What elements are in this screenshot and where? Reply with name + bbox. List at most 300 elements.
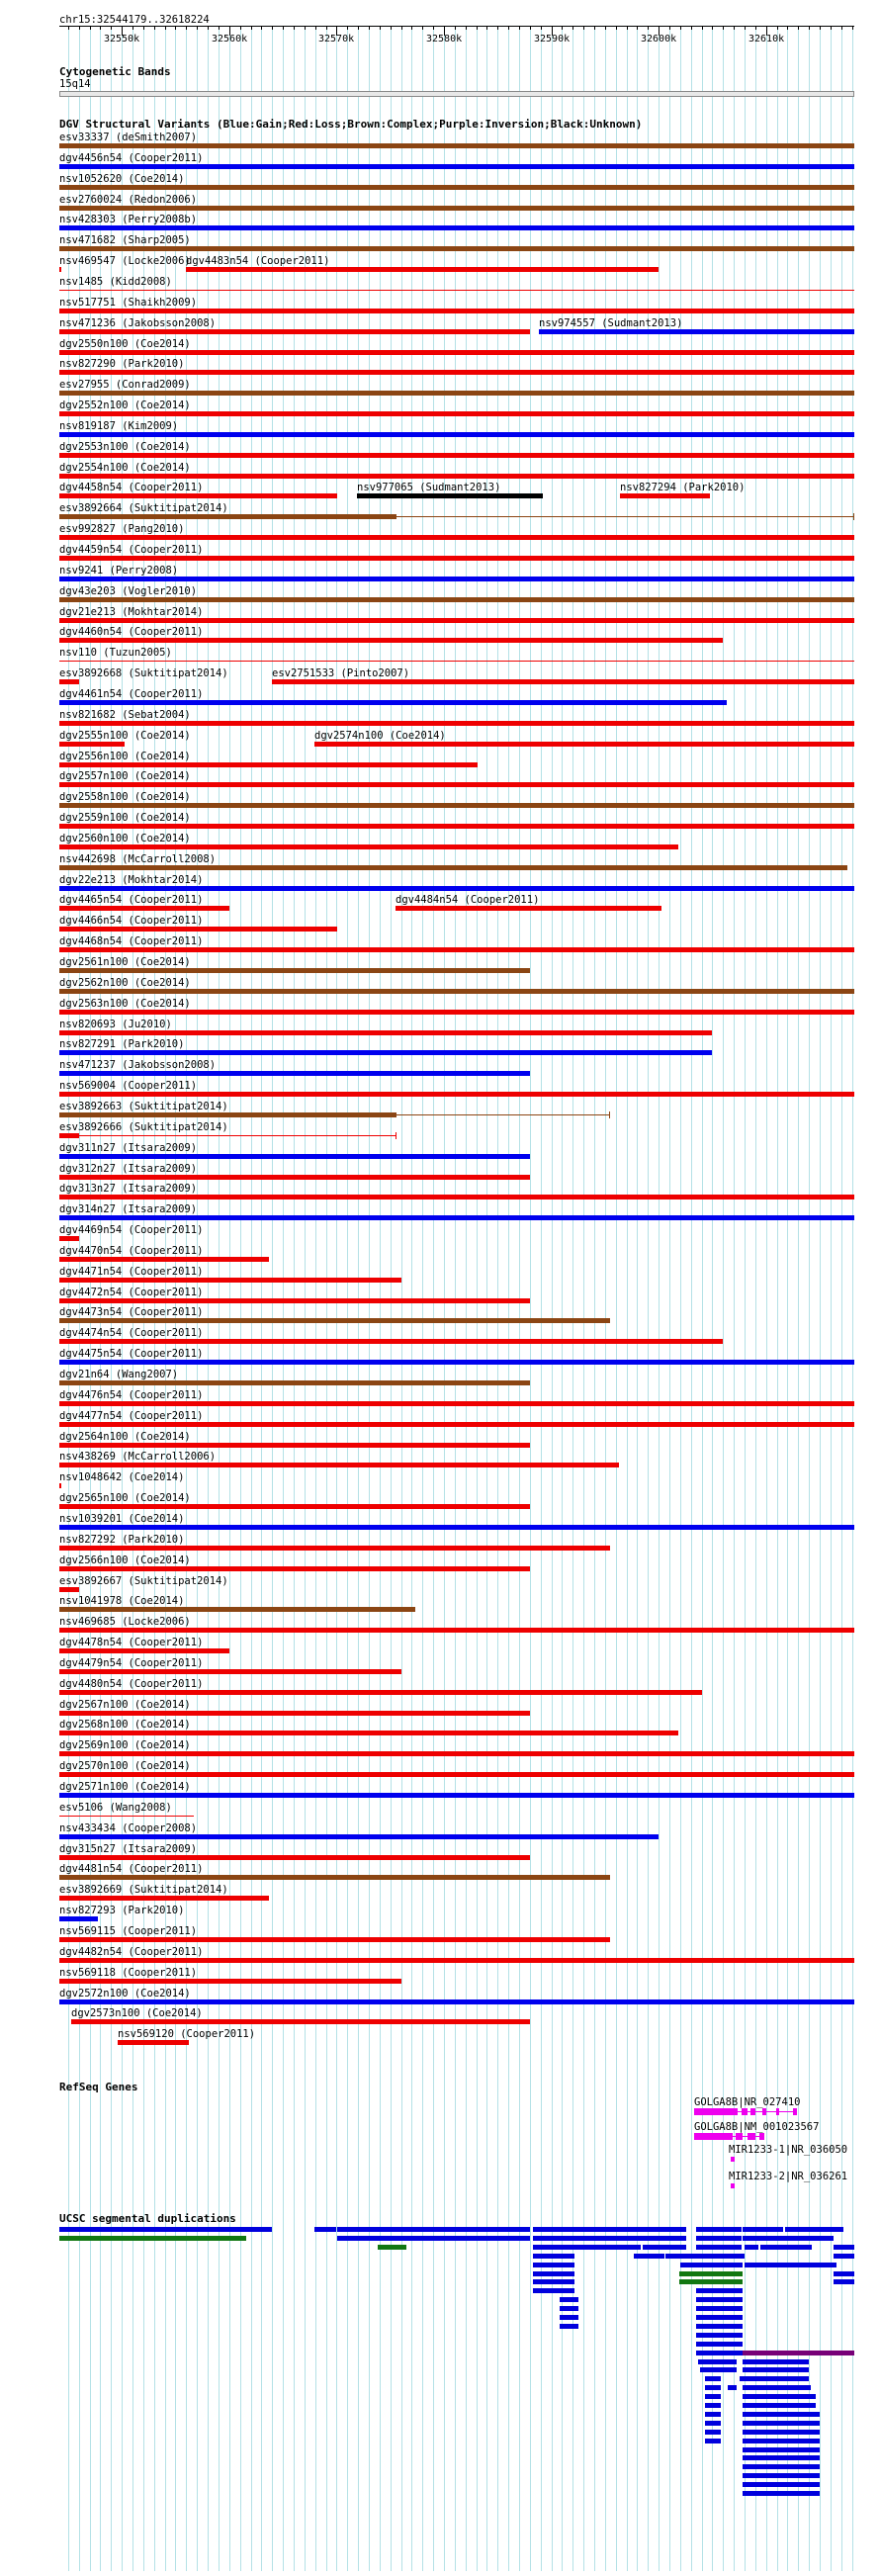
variant-bar[interactable] bbox=[59, 1566, 530, 1571]
variant-label[interactable]: dgv43e203 (Vogler2010) bbox=[59, 584, 198, 597]
segdup-block[interactable] bbox=[679, 2279, 743, 2284]
segdup-block[interactable] bbox=[696, 2342, 743, 2347]
segdup-block[interactable] bbox=[705, 2421, 721, 2426]
segdup-block[interactable] bbox=[533, 2263, 574, 2267]
variant-label[interactable]: dgv2570n100 (Coe2014) bbox=[59, 1760, 191, 1773]
variant-label[interactable]: nsv569120 (Cooper2011) bbox=[118, 2028, 256, 2041]
variant-label[interactable]: nsv977065 (Sudmant2013) bbox=[357, 482, 501, 494]
variant-bar[interactable] bbox=[59, 618, 854, 623]
variant-label[interactable]: dgv2558n100 (Coe2014) bbox=[59, 791, 191, 804]
segdup-block[interactable] bbox=[665, 2254, 745, 2259]
segdup-block[interactable] bbox=[743, 2421, 820, 2426]
segdup-block[interactable] bbox=[560, 2297, 577, 2302]
variant-bar[interactable] bbox=[59, 1133, 79, 1138]
segdup-block[interactable] bbox=[743, 2447, 820, 2452]
variant-bar[interactable] bbox=[59, 1483, 61, 1488]
gene-label[interactable]: GOLGA8B|NR_027410 bbox=[694, 2096, 801, 2108]
variant-label[interactable]: dgv2550n100 (Coe2014) bbox=[59, 337, 191, 350]
variant-label[interactable]: esv3892663 (Suktitipat2014) bbox=[59, 1100, 228, 1112]
segdup-block[interactable] bbox=[705, 2385, 721, 2390]
variant-bar[interactable] bbox=[59, 143, 854, 148]
variant-bar[interactable] bbox=[59, 1628, 854, 1633]
variant-label[interactable]: nsv827294 (Park2010) bbox=[620, 482, 746, 494]
variant-bar[interactable] bbox=[59, 1360, 854, 1365]
variant-label[interactable]: dgv4468n54 (Cooper2011) bbox=[59, 935, 204, 948]
variant-label[interactable]: nsv821682 (Sebat2004) bbox=[59, 708, 191, 721]
variant-label[interactable]: dgv4458n54 (Cooper2011) bbox=[59, 482, 204, 494]
variant-label[interactable]: nsv1039201 (Coe2014) bbox=[59, 1512, 185, 1525]
variant-label[interactable]: nsv827291 (Park2010) bbox=[59, 1038, 185, 1051]
variant-bar[interactable] bbox=[59, 1607, 415, 1612]
variant-label[interactable]: esv2751533 (Pinto2007) bbox=[272, 667, 410, 680]
segdup-block[interactable] bbox=[743, 2236, 834, 2241]
segdup-block[interactable] bbox=[740, 2376, 810, 2381]
variant-bar[interactable] bbox=[59, 1443, 530, 1448]
segdup-block[interactable] bbox=[643, 2245, 687, 2250]
variant-label[interactable]: dgv4474n54 (Cooper2011) bbox=[59, 1327, 204, 1340]
segdup-block[interactable] bbox=[743, 2439, 820, 2443]
gene-exon[interactable] bbox=[750, 2108, 755, 2115]
variant-bar[interactable] bbox=[59, 1816, 194, 1817]
variant-bar[interactable] bbox=[59, 1979, 401, 1984]
ruler-minor-tick bbox=[401, 26, 402, 30]
segdup-block[interactable] bbox=[705, 2403, 721, 2408]
variant-bar[interactable] bbox=[59, 762, 478, 767]
variant-label[interactable]: dgv2557n100 (Coe2014) bbox=[59, 770, 191, 783]
variant-label[interactable]: dgv2567n100 (Coe2014) bbox=[59, 1698, 191, 1711]
variant-label[interactable]: nsv569115 (Cooper2011) bbox=[59, 1924, 198, 1937]
variant-bar[interactable] bbox=[59, 1772, 854, 1777]
gene-exon[interactable] bbox=[762, 2108, 766, 2115]
segdup-block[interactable] bbox=[705, 2430, 721, 2435]
segdup-block[interactable] bbox=[533, 2254, 574, 2259]
variant-label[interactable]: nsv1052620 (Coe2014) bbox=[59, 172, 185, 185]
variant-bar[interactable] bbox=[59, 1793, 854, 1798]
variant-bar[interactable] bbox=[59, 1092, 854, 1097]
variant-bar[interactable] bbox=[59, 782, 854, 787]
segdup-block[interactable] bbox=[785, 2227, 843, 2232]
variant-label[interactable]: dgv313n27 (Itsara2009) bbox=[59, 1183, 198, 1196]
segdup-block[interactable] bbox=[743, 2473, 820, 2478]
segdup-block[interactable] bbox=[634, 2254, 663, 2259]
variant-label[interactable]: nsv569118 (Cooper2011) bbox=[59, 1966, 198, 1979]
variant-extent-line[interactable] bbox=[396, 516, 854, 517]
variant-bar[interactable] bbox=[59, 1669, 401, 1674]
variant-bar[interactable] bbox=[59, 453, 854, 458]
variant-bar[interactable] bbox=[59, 164, 854, 169]
variant-label[interactable]: nsv819187 (Kim2009) bbox=[59, 419, 179, 432]
variant-label[interactable]: nsv471682 (Sharp2005) bbox=[59, 234, 191, 247]
variant-bar[interactable] bbox=[59, 185, 854, 190]
variant-label[interactable]: nsv827290 (Park2010) bbox=[59, 358, 185, 371]
variant-bar[interactable] bbox=[59, 1195, 854, 1199]
segdup-block[interactable] bbox=[696, 2245, 742, 2250]
variant-label[interactable]: dgv2560n100 (Coe2014) bbox=[59, 832, 191, 844]
segdup-block[interactable] bbox=[698, 2359, 737, 2364]
variant-bar[interactable] bbox=[59, 1318, 610, 1323]
variant-bar[interactable] bbox=[59, 206, 854, 211]
segdup-block[interactable] bbox=[679, 2271, 743, 2276]
variant-label[interactable]: nsv469685 (Locke2006) bbox=[59, 1616, 191, 1629]
variant-bar[interactable] bbox=[59, 267, 61, 272]
segdup-block[interactable] bbox=[834, 2254, 854, 2259]
segdup-block[interactable] bbox=[705, 2376, 721, 2381]
variant-label[interactable]: nsv438269 (McCarroll2006) bbox=[59, 1451, 217, 1464]
segdup-block[interactable] bbox=[337, 2227, 529, 2232]
variant-label[interactable]: nsv471237 (Jakobsson2008) bbox=[59, 1059, 217, 1072]
variant-bar[interactable] bbox=[59, 824, 854, 829]
cytoband-ideogram[interactable] bbox=[59, 91, 854, 97]
variant-label[interactable]: esv27955 (Conrad2009) bbox=[59, 379, 191, 392]
variant-label[interactable]: dgv4456n54 (Cooper2011) bbox=[59, 151, 204, 164]
segdup-block[interactable] bbox=[743, 2359, 809, 2364]
variant-label[interactable]: dgv4479n54 (Cooper2011) bbox=[59, 1656, 204, 1669]
variant-label[interactable]: esv3892667 (Suktitipat2014) bbox=[59, 1574, 228, 1587]
variant-label[interactable]: nsv442698 (McCarroll2008) bbox=[59, 852, 217, 865]
segdup-block[interactable] bbox=[560, 2324, 577, 2329]
variant-bar[interactable] bbox=[59, 432, 854, 437]
variant-label[interactable]: dgv314n27 (Itsara2009) bbox=[59, 1203, 198, 1216]
variant-bar[interactable] bbox=[59, 906, 229, 911]
variant-bar[interactable] bbox=[59, 1896, 269, 1901]
segdup-block[interactable] bbox=[696, 2297, 743, 2302]
variant-bar[interactable] bbox=[59, 1010, 854, 1015]
segdup-block[interactable] bbox=[533, 2271, 574, 2276]
variant-bar[interactable] bbox=[59, 803, 854, 808]
segdup-block[interactable] bbox=[700, 2367, 737, 2372]
segdup-block[interactable] bbox=[743, 2412, 820, 2417]
variant-bar[interactable] bbox=[59, 309, 854, 313]
variant-bar[interactable] bbox=[59, 1401, 854, 1406]
variant-extent-line[interactable] bbox=[396, 1114, 610, 1115]
variant-label[interactable]: dgv4476n54 (Cooper2011) bbox=[59, 1388, 204, 1401]
gene-exon[interactable] bbox=[742, 2108, 748, 2115]
segdup-block[interactable] bbox=[743, 2385, 811, 2390]
segdup-block[interactable] bbox=[696, 2306, 743, 2311]
variant-bar[interactable] bbox=[59, 1422, 854, 1427]
variant-label[interactable]: dgv4482n54 (Cooper2011) bbox=[59, 1945, 204, 1958]
segdup-block[interactable] bbox=[314, 2227, 337, 2232]
segdup-block[interactable] bbox=[743, 2430, 820, 2435]
segdup-block[interactable] bbox=[696, 2236, 742, 2241]
variant-label[interactable]: dgv4470n54 (Cooper2011) bbox=[59, 1244, 204, 1257]
variant-bar[interactable] bbox=[59, 493, 337, 498]
variant-bar[interactable] bbox=[59, 1937, 610, 1942]
segdup-block[interactable] bbox=[743, 2464, 820, 2469]
variant-bar[interactable] bbox=[59, 1504, 530, 1509]
variant-bar[interactable] bbox=[59, 1731, 678, 1735]
variant-bar[interactable] bbox=[396, 906, 661, 911]
variant-bar[interactable] bbox=[59, 1999, 854, 2004]
variant-bar[interactable] bbox=[59, 1690, 702, 1695]
variant-label[interactable]: nsv827292 (Park2010) bbox=[59, 1533, 185, 1546]
variant-label[interactable]: dgv2568n100 (Coe2014) bbox=[59, 1719, 191, 1732]
variant-bar[interactable] bbox=[59, 329, 530, 334]
variant-label[interactable]: nsv974557 (Sudmant2013) bbox=[539, 316, 683, 329]
segdup-block[interactable] bbox=[696, 2315, 743, 2320]
variant-label[interactable]: dgv4466n54 (Cooper2011) bbox=[59, 915, 204, 928]
variant-bar[interactable] bbox=[59, 1855, 530, 1860]
variant-bar[interactable] bbox=[59, 886, 854, 891]
variant-label[interactable]: esv992827 (Pang2010) bbox=[59, 523, 185, 536]
segdup-block[interactable] bbox=[743, 2455, 820, 2460]
segdup-block[interactable] bbox=[560, 2315, 577, 2320]
variant-bar[interactable] bbox=[59, 1030, 712, 1035]
variant-bar[interactable] bbox=[59, 1112, 396, 1117]
variant-label[interactable]: nsv9241 (Perry2008) bbox=[59, 564, 179, 577]
variant-label[interactable]: dgv2555n100 (Coe2014) bbox=[59, 729, 191, 742]
gene-label[interactable]: MIR1233-1|NR_036050 bbox=[729, 2144, 848, 2156]
variant-bar[interactable] bbox=[59, 1278, 401, 1283]
variant-label[interactable]: dgv2571n100 (Coe2014) bbox=[59, 1781, 191, 1793]
segdup-block[interactable] bbox=[743, 2227, 783, 2232]
variant-label[interactable]: dgv21e213 (Mokhtar2014) bbox=[59, 605, 204, 618]
segdup-block[interactable] bbox=[59, 2236, 246, 2241]
variant-label[interactable]: esv5106 (Wang2008) bbox=[59, 1801, 172, 1814]
variant-label[interactable]: dgv4484n54 (Cooper2011) bbox=[396, 894, 540, 907]
segdup-block[interactable] bbox=[743, 2394, 816, 2399]
gene-exon[interactable] bbox=[694, 2133, 733, 2140]
variant-bar[interactable] bbox=[59, 638, 723, 643]
variant-label[interactable]: nsv517751 (Shaikh2009) bbox=[59, 296, 198, 309]
variant-bar[interactable] bbox=[59, 1875, 610, 1880]
variant-bar[interactable] bbox=[59, 1175, 530, 1180]
variant-bar[interactable] bbox=[59, 1546, 610, 1551]
variant-label[interactable]: dgv4480n54 (Cooper2011) bbox=[59, 1677, 204, 1690]
variant-label[interactable]: dgv2565n100 (Coe2014) bbox=[59, 1492, 191, 1505]
segdup-block[interactable] bbox=[378, 2245, 406, 2250]
variant-bar[interactable] bbox=[59, 225, 854, 230]
segdup-block[interactable] bbox=[533, 2236, 686, 2241]
variant-label[interactable]: dgv2566n100 (Coe2014) bbox=[59, 1554, 191, 1566]
variant-bar[interactable] bbox=[59, 742, 125, 747]
variant-label[interactable]: dgv2574n100 (Coe2014) bbox=[314, 729, 446, 742]
variant-label[interactable]: dgv4473n54 (Cooper2011) bbox=[59, 1306, 204, 1319]
variant-bar[interactable] bbox=[59, 370, 854, 375]
segdup-block[interactable] bbox=[728, 2385, 738, 2390]
variant-bar[interactable] bbox=[59, 1298, 530, 1303]
variant-bar[interactable] bbox=[59, 721, 854, 726]
variant-bar[interactable] bbox=[314, 742, 854, 747]
gene-exon[interactable] bbox=[748, 2133, 755, 2140]
variant-label[interactable]: dgv311n27 (Itsara2009) bbox=[59, 1141, 198, 1154]
variant-bar[interactable] bbox=[59, 1711, 530, 1716]
segdup-block[interactable] bbox=[680, 2263, 743, 2267]
variant-label[interactable]: nsv471236 (Jakobsson2008) bbox=[59, 316, 217, 329]
segdup-block[interactable] bbox=[834, 2245, 854, 2250]
segdup-block[interactable] bbox=[696, 2333, 743, 2338]
ruler-minor-tick bbox=[734, 26, 735, 30]
variant-label[interactable]: dgv2559n100 (Coe2014) bbox=[59, 812, 191, 825]
variant-bar[interactable] bbox=[59, 1648, 229, 1653]
variant-bar[interactable] bbox=[272, 679, 854, 684]
variant-label[interactable]: nsv1485 (Kidd2008) bbox=[59, 275, 172, 288]
variant-label[interactable]: nsv469547 (Locke2006) bbox=[59, 255, 191, 268]
variant-label[interactable]: dgv4459n54 (Cooper2011) bbox=[59, 544, 204, 556]
gene-label[interactable]: GOLGA8B|NM_001023567 bbox=[694, 2121, 820, 2133]
variant-label[interactable]: dgv315n27 (Itsara2009) bbox=[59, 1842, 198, 1855]
variant-bar[interactable] bbox=[59, 700, 727, 705]
variant-label[interactable]: nsv428303 (Perry2008b) bbox=[59, 214, 198, 226]
refseq-track-title[interactable]: RefSeq Genes bbox=[59, 2081, 138, 2093]
variant-bar[interactable] bbox=[59, 597, 854, 602]
variant-label[interactable]: dgv4465n54 (Cooper2011) bbox=[59, 894, 204, 907]
variant-bar[interactable] bbox=[59, 1339, 723, 1344]
variant-label[interactable]: nsv1048642 (Coe2014) bbox=[59, 1471, 185, 1484]
gene-exon[interactable] bbox=[759, 2133, 764, 2140]
variant-bar[interactable] bbox=[59, 1958, 854, 1963]
variant-bar[interactable] bbox=[71, 2019, 530, 2024]
variant-bar[interactable] bbox=[59, 1380, 530, 1385]
segdup-block[interactable] bbox=[533, 2279, 574, 2284]
variant-label[interactable]: dgv4461n54 (Cooper2011) bbox=[59, 687, 204, 700]
segdup-block[interactable] bbox=[745, 2245, 758, 2250]
variant-bar[interactable] bbox=[59, 989, 854, 994]
variant-label[interactable]: dgv4475n54 (Cooper2011) bbox=[59, 1348, 204, 1361]
gene-exon[interactable] bbox=[793, 2108, 797, 2115]
segdup-block[interactable] bbox=[533, 2245, 641, 2250]
variant-bar[interactable] bbox=[59, 1463, 619, 1467]
segdup-track-title[interactable]: UCSC segmental duplications bbox=[59, 2212, 236, 2225]
variant-bar[interactable] bbox=[59, 474, 854, 479]
gene-exon[interactable] bbox=[694, 2108, 738, 2115]
variant-label[interactable]: dgv2561n100 (Coe2014) bbox=[59, 956, 191, 968]
segdup-block[interactable] bbox=[59, 2227, 272, 2232]
variant-extent-line[interactable] bbox=[79, 1135, 396, 1136]
variant-bar[interactable] bbox=[59, 350, 854, 355]
segdup-block[interactable] bbox=[533, 2227, 686, 2232]
variant-bar[interactable] bbox=[357, 493, 543, 498]
mirna-feature[interactable] bbox=[731, 2157, 735, 2162]
variant-bar[interactable] bbox=[59, 865, 847, 870]
variant-label[interactable]: dgv2562n100 (Coe2014) bbox=[59, 976, 191, 989]
variant-label[interactable]: dgv2552n100 (Coe2014) bbox=[59, 400, 191, 412]
variant-bar[interactable] bbox=[59, 1587, 79, 1592]
variant-bar[interactable] bbox=[59, 1236, 79, 1241]
variant-label[interactable]: esv3892668 (Suktitipat2014) bbox=[59, 667, 228, 680]
variant-label[interactable]: dgv2573n100 (Coe2014) bbox=[71, 2007, 203, 2020]
variant-bar[interactable] bbox=[59, 661, 854, 662]
variant-bar[interactable] bbox=[59, 246, 854, 251]
segdup-block[interactable] bbox=[760, 2245, 812, 2250]
variant-bar[interactable] bbox=[118, 2040, 189, 2045]
segdup-block[interactable] bbox=[705, 2412, 721, 2417]
segdup-block[interactable] bbox=[696, 2351, 743, 2355]
variant-bar[interactable] bbox=[59, 927, 337, 932]
dgv-track-title[interactable]: DGV Structural Variants (Blue:Gain;Red:Loss;Brown:Complex;Purple:Inversion;Black:Unknown) bbox=[59, 118, 643, 131]
variant-bar[interactable] bbox=[59, 968, 530, 973]
segdup-block[interactable] bbox=[745, 2263, 836, 2267]
variant-bar[interactable] bbox=[59, 1257, 269, 1262]
variant-label[interactable]: dgv2572n100 (Coe2014) bbox=[59, 1987, 191, 1999]
segdup-block[interactable] bbox=[560, 2306, 577, 2311]
gene-label[interactable]: MIR1233-2|NR_036261 bbox=[729, 2171, 848, 2182]
variant-bar[interactable] bbox=[59, 1154, 530, 1159]
segdup-block[interactable] bbox=[743, 2367, 809, 2372]
ruler-minor-tick bbox=[111, 26, 112, 30]
variant-bar[interactable] bbox=[620, 493, 710, 498]
segdup-block[interactable] bbox=[834, 2271, 854, 2276]
segdup-block[interactable] bbox=[533, 2288, 574, 2293]
variant-label[interactable]: dgv2569n100 (Coe2014) bbox=[59, 1739, 191, 1752]
gene-exon[interactable] bbox=[776, 2108, 779, 2115]
variant-bar[interactable] bbox=[59, 556, 854, 561]
variant-label[interactable]: dgv4477n54 (Cooper2011) bbox=[59, 1409, 204, 1422]
variant-bar[interactable] bbox=[59, 1215, 854, 1220]
variant-bar[interactable] bbox=[59, 411, 854, 416]
gene-exon[interactable] bbox=[736, 2133, 743, 2140]
variant-label[interactable]: esv3892664 (Suktitipat2014) bbox=[59, 502, 228, 515]
variant-label[interactable]: nsv433434 (Cooper2008) bbox=[59, 1821, 198, 1834]
segdup-block[interactable] bbox=[705, 2439, 721, 2443]
variant-label[interactable]: esv33337 (deSmith2007) bbox=[59, 132, 198, 143]
variant-label[interactable]: esv2760024 (Redon2006) bbox=[59, 193, 198, 206]
segdup-block[interactable] bbox=[743, 2403, 816, 2408]
variant-label[interactable]: dgv4478n54 (Cooper2011) bbox=[59, 1637, 204, 1649]
variant-label[interactable]: nsv827293 (Park2010) bbox=[59, 1905, 185, 1917]
variant-label[interactable]: nsv110 (Tuzun2005) bbox=[59, 647, 172, 660]
variant-label[interactable]: dgv4472n54 (Cooper2011) bbox=[59, 1286, 204, 1298]
variant-label[interactable]: nsv1041978 (Coe2014) bbox=[59, 1595, 185, 1608]
segdup-block[interactable] bbox=[696, 2227, 742, 2232]
variant-label[interactable]: dgv2556n100 (Coe2014) bbox=[59, 750, 191, 762]
variant-label[interactable]: dgv2563n100 (Coe2014) bbox=[59, 997, 191, 1010]
segdup-block[interactable] bbox=[743, 2482, 820, 2487]
variant-label[interactable]: esv3892669 (Suktitipat2014) bbox=[59, 1884, 228, 1897]
variant-bar[interactable] bbox=[59, 535, 854, 540]
variant-bar[interactable] bbox=[59, 1834, 659, 1839]
variant-bar[interactable] bbox=[59, 290, 854, 291]
variant-label[interactable]: dgv4471n54 (Cooper2011) bbox=[59, 1265, 204, 1278]
variant-label[interactable]: esv3892666 (Suktitipat2014) bbox=[59, 1120, 228, 1133]
segdup-block[interactable] bbox=[743, 2351, 854, 2355]
variant-bar[interactable] bbox=[539, 329, 854, 334]
segdup-block[interactable] bbox=[696, 2324, 743, 2329]
variant-bar[interactable] bbox=[59, 1525, 854, 1530]
variant-bar[interactable] bbox=[59, 679, 79, 684]
segdup-block[interactable] bbox=[705, 2394, 721, 2399]
variant-bar[interactable] bbox=[59, 1071, 530, 1076]
variant-bar[interactable] bbox=[186, 267, 659, 272]
variant-label[interactable]: dgv2554n100 (Coe2014) bbox=[59, 461, 191, 474]
variant-bar[interactable] bbox=[59, 1050, 712, 1055]
variant-label[interactable]: dgv4460n54 (Cooper2011) bbox=[59, 626, 204, 639]
segdup-block[interactable] bbox=[337, 2236, 529, 2241]
variant-label[interactable]: dgv2553n100 (Coe2014) bbox=[59, 440, 191, 453]
variant-bar[interactable] bbox=[59, 577, 854, 581]
variant-label[interactable]: nsv569004 (Cooper2011) bbox=[59, 1080, 198, 1093]
variant-label[interactable]: dgv21n64 (Wang2007) bbox=[59, 1369, 179, 1380]
variant-label[interactable]: dgv22e213 (Mokhtar2014) bbox=[59, 873, 204, 886]
segdup-block[interactable] bbox=[834, 2279, 854, 2284]
variant-bar[interactable] bbox=[59, 1916, 98, 1921]
variant-label[interactable]: nsv820693 (Ju2010) bbox=[59, 1018, 172, 1030]
variant-bar[interactable] bbox=[59, 947, 854, 952]
segdup-block[interactable] bbox=[743, 2491, 820, 2496]
variant-bar[interactable] bbox=[59, 844, 678, 849]
cytoband-track-title[interactable]: Cytogenetic Bands bbox=[59, 65, 171, 78]
variant-bar[interactable] bbox=[59, 514, 396, 519]
variant-bar[interactable] bbox=[59, 1751, 854, 1756]
variant-bar[interactable] bbox=[59, 391, 854, 396]
variant-label[interactable]: dgv312n27 (Itsara2009) bbox=[59, 1162, 198, 1175]
variant-label[interactable]: dgv4481n54 (Cooper2011) bbox=[59, 1863, 204, 1876]
variant-label[interactable]: dgv2564n100 (Coe2014) bbox=[59, 1430, 191, 1443]
variant-label[interactable]: dgv4469n54 (Cooper2011) bbox=[59, 1224, 204, 1237]
variant-label[interactable]: dgv4483n54 (Cooper2011) bbox=[186, 255, 330, 268]
segdup-block[interactable] bbox=[696, 2288, 743, 2293]
mirna-feature[interactable] bbox=[731, 2183, 735, 2188]
